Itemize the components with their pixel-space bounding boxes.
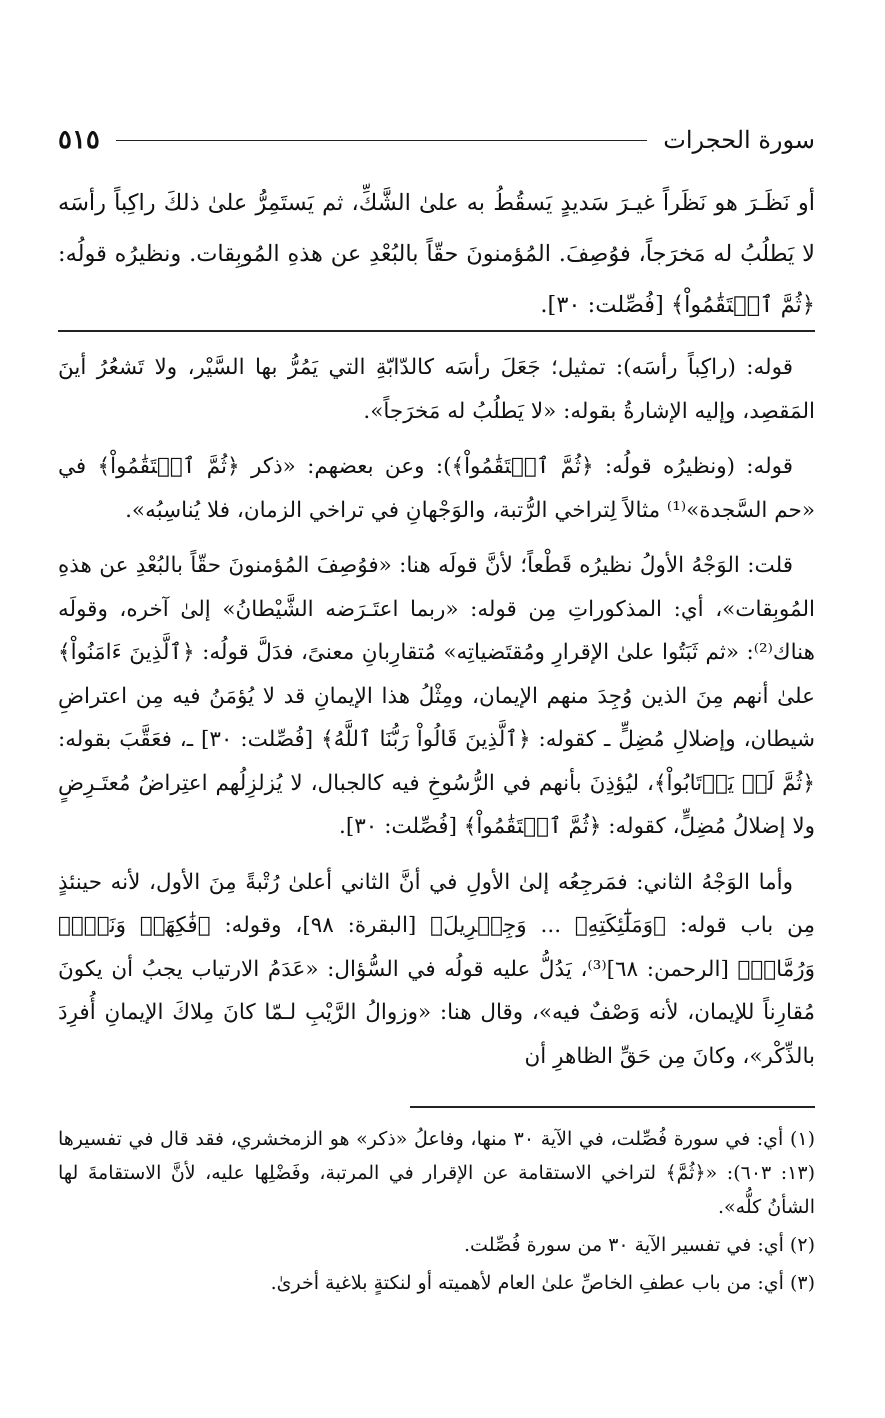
main-separator [58, 330, 815, 332]
header-rule [116, 140, 647, 141]
main-paragraph: أو نَظَـرَ هو نَظَراً غيـرَ سَديدٍ يَسقُطُ به علىٰ الشَّكِّ، ثم يَستَمِرُّ علىٰ ذلكَ راكِباً رأسَه لا يَطلُبُ له مَخرَجاً، فوُصِفَ. المُؤمنونَ حقّاً بالبُعْدِ عن هذهِ المُوبِقات. ونظيرُه قولُه: ﴿ثُمَّ ٱسۡتَقَٰمُواْ﴾ [فُصِّلت: ٣٠]. [58, 190, 815, 318]
main-text [58, 178, 815, 331]
footnote: (٢) أي: في تفسير الآية ٣٠ من سورة فُصِّلت. [464, 1234, 815, 1256]
page-number: ٥١٥ [58, 125, 100, 155]
footnote: (٣) أي: من باب عطفِ الخاصِّ علىٰ العام لأهميته أو لنكتةٍ بلاغية أخرىٰ. [270, 1272, 815, 1294]
footnote-separator [410, 1106, 815, 1108]
footnotes [58, 1122, 815, 1304]
footnote: (١) أي: في سورة فُصِّلت، في الآية ٣٠ منها، وفاعلُ «ذكر» هو الزمخشري، فقد قال في تفسيرها (١٣: ٦٠٣): «﴿ثُمَّ﴾ لتراخي الاستقامة عن الإقرار في المرتبة، وفَضْلِها عليه، لأنَّ الاستقامةَ لها الشأنُ كلُّه». [58, 1128, 816, 1218]
commentary [58, 346, 815, 1090]
commentary-paragraph: قوله: (راكِباً رأسَه): تمثيل؛ جَعَلَ رأسَه كالدّابّةِ التي يَمُرُّ بها السَّيْر، ولا تَشعُرُ أينَ المَقصِد، وإليه الإشارةُ بقوله: «لا يَطلُبُ له مَخرَجاً». [58, 355, 815, 424]
commentary-paragraph: قوله: (ونظيرُه قولُه: ﴿ثُمَّ ٱسۡتَقَٰمُواْ﴾): وعن بعضهم: «ذكر ﴿ثُمَّ ٱسۡتَقَٰمُواْ﴾ في «حم السَّجدة»⁽¹⁾ مثالاً لِتراخي الرُّتبة، والوَجْهانِ في تراخي الزمان، فلا يُناسِبُه». [58, 454, 815, 523]
page-header [58, 118, 815, 162]
commentary-paragraph: وأما الوَجْهُ الثاني: فمَرجِعُه إلىٰ الأولِ في أنَّ الثاني أعلىٰ رُتْبةً مِنَ الأول، لأنه حينئذٍ مِن باب قوله: ﴿وَمَلَٰٓئِكَتِهِۦ ... وَجِبۡرِيلَ﴾ [البقرة: ٩٨]، وقوله: ﴿فَٰكِهَةٞ وَنَخۡلٞ وَرُمَّانٞ﴾ [الرحمن: ٦٨]⁽³⁾، يَدُلُّ عليه قولُه في السُّؤال: «عَدَمُ الارتياب يجبُ أن يكونَ مُقارِناً للإيمان، لأنه وَصْفٌ فيه»، وقال هنا: «وزوالُ الرَّيْبِ لـمّا كانَ مِلاكَ الإيمانِ أُفرِدَ بالذِّكْر»، وكانَ مِن حَقِّ الظاهرِ أن [58, 869, 816, 1069]
commentary-paragraph: قلت: الوَجْهُ الأولُ نظيرُه قَطْعاً؛ لأنَّ قولَه هنا: «فوُصِفَ المُؤمنونَ حقّاً بالبُعْدِ عن هذهِ المُوبِقات»، أي: المذكوراتِ مِن قوله: «ربما اعتَـرَضه الشَّيْطانُ» إلىٰ آخره، وقولَه هناك⁽²⁾: «ثم ثَبَتُوا علىٰ الإقرارِ ومُقتَضياتِه» مُتقارِبانِ معنىً، فدَلَّ قولُه: ﴿ٱلَّذِينَ ءَامَنُواْ﴾ علىٰ أنهم مِنَ الذين وُجِدَ منهم الإيمان، ومِثْلُ هذا الإيمانِ قد لا يُؤمَنُ فيه مِن اعتراضِ شيطان، وإضلالِ مُضِلٍّ ـ كقوله: ﴿ٱلَّذِينَ قَالُواْ رَبُّنَا ٱللَّهُ﴾ [فُصِّلت: ٣٠] ـ، فعَقَّبَ بقوله: ﴿ثُمَّ لَمۡ يَرۡتَابُواْ﴾، ليُؤذِنَ بأنهم في الرُّسُوخِ فيه كالجبال، لا يُزلزِلُهم اعتِراضُ مُعتَـرِضٍ ولا إضلالُ مُضِلٍّ، كقوله: ﴿ثُمَّ ٱسۡتَقَٰمُواْ﴾ [فُصِّلت: ٣٠]. [58, 553, 815, 839]
surah-title: سورة الحجرات [663, 126, 815, 154]
